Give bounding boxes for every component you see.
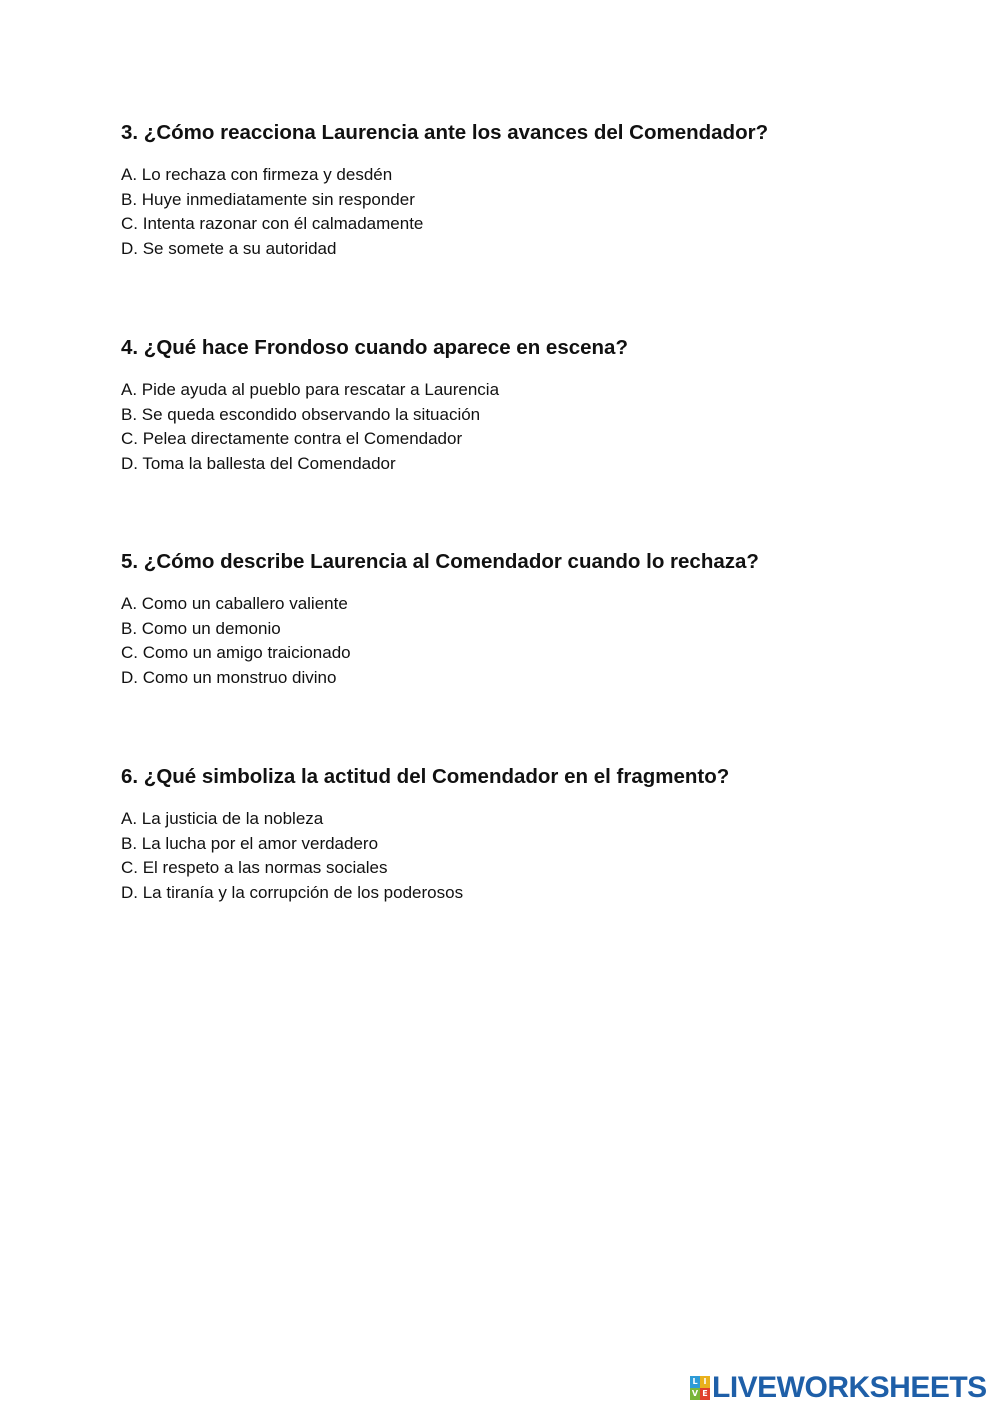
question-6-option-a[interactable]: A. La justicia de la nobleza [121,809,324,828]
logo-tile-l: L [690,1376,700,1388]
question-4-option-b[interactable]: B. Se queda escondido observando la situación [121,404,481,424]
question-3-option-a[interactable]: A. Lo rechaza con firmeza y desdén [121,165,393,184]
question-3-option-b[interactable]: B. Huye inmediatamente sin responder [121,189,415,209]
question-4 [121,336,941,476]
question-5-option-d[interactable]: D. Como un monstruo divino [121,667,337,687]
liveworksheets-logo-text: LIVEWORKSHEETS [712,1371,987,1404]
question-3-option-d[interactable]: D. Se somete a su autoridad [121,238,337,258]
liveworksheets-logo-icon [690,1376,710,1400]
question-6-option-d[interactable]: D. La tiranía y la corrupción de los poderosos [121,882,464,902]
liveworksheets-logo [690,1372,987,1404]
question-6-option-b[interactable]: B. La lucha por el amor verdadero [121,833,379,853]
question-6-title: 6. ¿Qué simboliza la actitud del Comendador en el fragmento? [121,765,730,788]
question-4-option-a[interactable]: A. Pide ayuda al pueblo para rescatar a Laurencia [121,380,500,399]
question-6 [121,765,941,905]
question-4-option-d[interactable]: D. Toma la ballesta del Comendador [121,453,396,473]
question-3 [121,121,941,261]
question-5 [121,550,941,690]
question-4-option-c[interactable]: C. Pelea directamente contra el Comendador [121,429,463,448]
question-3-option-c[interactable]: C. Intenta razonar con él calmadamente [121,214,424,233]
question-5-option-c[interactable]: C. Como un amigo traicionado [121,643,351,662]
logo-tile-v: V [691,1389,699,1398]
question-5-option-b[interactable]: B. Como un demonio [121,618,281,638]
logo-tile-i: I [700,1376,710,1388]
question-4-title: 4. ¿Qué hace Frondoso cuando aparece en escena? [121,336,628,359]
question-3-title: 3. ¿Cómo reacciona Laurencia ante los avances del Comendador? [121,121,769,144]
question-5-option-a[interactable]: A. Como un caballero valiente [121,594,348,613]
logo-tile-e: E [700,1388,710,1400]
question-5-title: 5. ¿Cómo describe Laurencia al Comendador cuando lo rechaza? [121,550,759,573]
question-6-option-c[interactable]: C. El respeto a las normas sociales [121,858,388,877]
